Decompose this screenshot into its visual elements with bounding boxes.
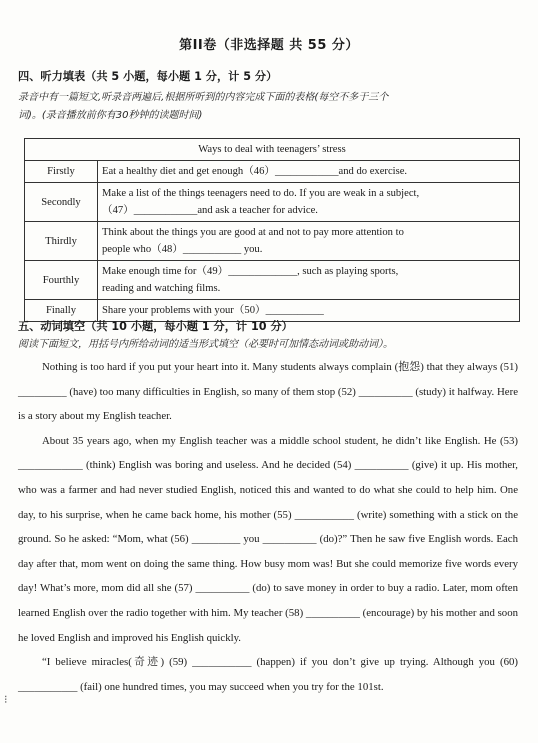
- table-row: [25, 161, 520, 183]
- passage-paragraph: Nothing is too hard if you put your heart into it. Many students always complain (抱怨) that they always (51) _________ (have) too many difficulties in English, so many of them stop (52) __________ (study) it halfway. Here is a story about my English teacher.: [18, 361, 518, 423]
- row-line: Make a list of the things teenagers need to do. If you are weak in a subject,: [102, 188, 420, 199]
- cloze-passage: [18, 355, 518, 699]
- section4-instruction-line1: 录音中有一篇短文,听录音两遍后,根据所听到的内容完成下面的表格(每空不多于三个: [18, 92, 389, 103]
- row-line: （47）____________and ask a teacher for advice.: [102, 205, 318, 216]
- row-label: Finally: [25, 300, 98, 322]
- section5-heading: 五、动词填空（共 10 小题，每小题 1 分，计 10 分）: [18, 320, 293, 333]
- table-row: [25, 222, 520, 261]
- row-line: people who（48）___________ you.: [102, 244, 263, 255]
- row-line: Make enough time for（49）_____________, such as playing sports,: [102, 266, 399, 277]
- row-content: [98, 222, 520, 261]
- page-title: 第II卷（非选择题 共 55 分）: [179, 38, 359, 53]
- row-label: Firstly: [25, 161, 98, 183]
- passage-paragraph: “I believe miracles(奇迹) (59) ___________ (happen) if you don’t give up trying. Although you (60) ___________ (fail) one hundred times, you may succeed when you try for the 101st.: [18, 656, 518, 693]
- section4-heading: 四、听力填表（共 5 小题，每小题 1 分，计 5 分）: [18, 70, 278, 83]
- row-label: Fourthly: [25, 261, 98, 300]
- section4-instruction-line2: 词)。(录音播放前你有30秒钟的读题时间): [18, 110, 203, 121]
- table-row: [25, 261, 520, 300]
- row-line: Think about the things you are good at and not to pay more attention to: [102, 227, 404, 238]
- table-row: [25, 183, 520, 222]
- table-header: Ways to deal with teenagers’ stress: [25, 139, 520, 161]
- row-label: Thirdly: [25, 222, 98, 261]
- section5-instruction: 阅读下面短文，用括号内所给动词的适当形式填空（必要时可加情态动词或助动词）。: [18, 339, 393, 350]
- row-content: [98, 183, 520, 222]
- row-content: [98, 161, 520, 183]
- row-content: [98, 261, 520, 300]
- listening-table: [24, 138, 520, 322]
- passage-paragraph: About 35 years ago, when my English teacher was a middle school student, he didn’t like English. He (53) ____________ (think) English was boring and useless. And he decided (54) __________ (give) it up. His mother, who was a farmer and had never studied English, noticed this and wanted to do what she could to help him. One day, to his surprise, when he came back home, his mother (55) ___________ (write) something with a stick on the ground. So he asked: “Mom, what (56) _________ you __________ (do)?” Then he saw five English words. Each day after that, mom went on doing the same thing. How busy mom was! But she could memorize five words every day! What’s more, mom did all she (57) __________ (do) to save money in order to buy a radio. Later, mom often learned English over the radio together with him. My teacher (58) __________ (encourage) by his mother and soon he loved English and improved his English quickly.: [18, 434, 518, 644]
- section4-instruction: [18, 89, 518, 125]
- row-line: reading and watching films.: [102, 283, 221, 294]
- row-line: Share your problems with your（50）___________: [102, 305, 324, 316]
- row-line: Eat a healthy diet and get enough（46）____________and do exercise.: [102, 166, 408, 177]
- row-label: Secondly: [25, 183, 98, 222]
- margin-mark: ⁝: [4, 694, 8, 706]
